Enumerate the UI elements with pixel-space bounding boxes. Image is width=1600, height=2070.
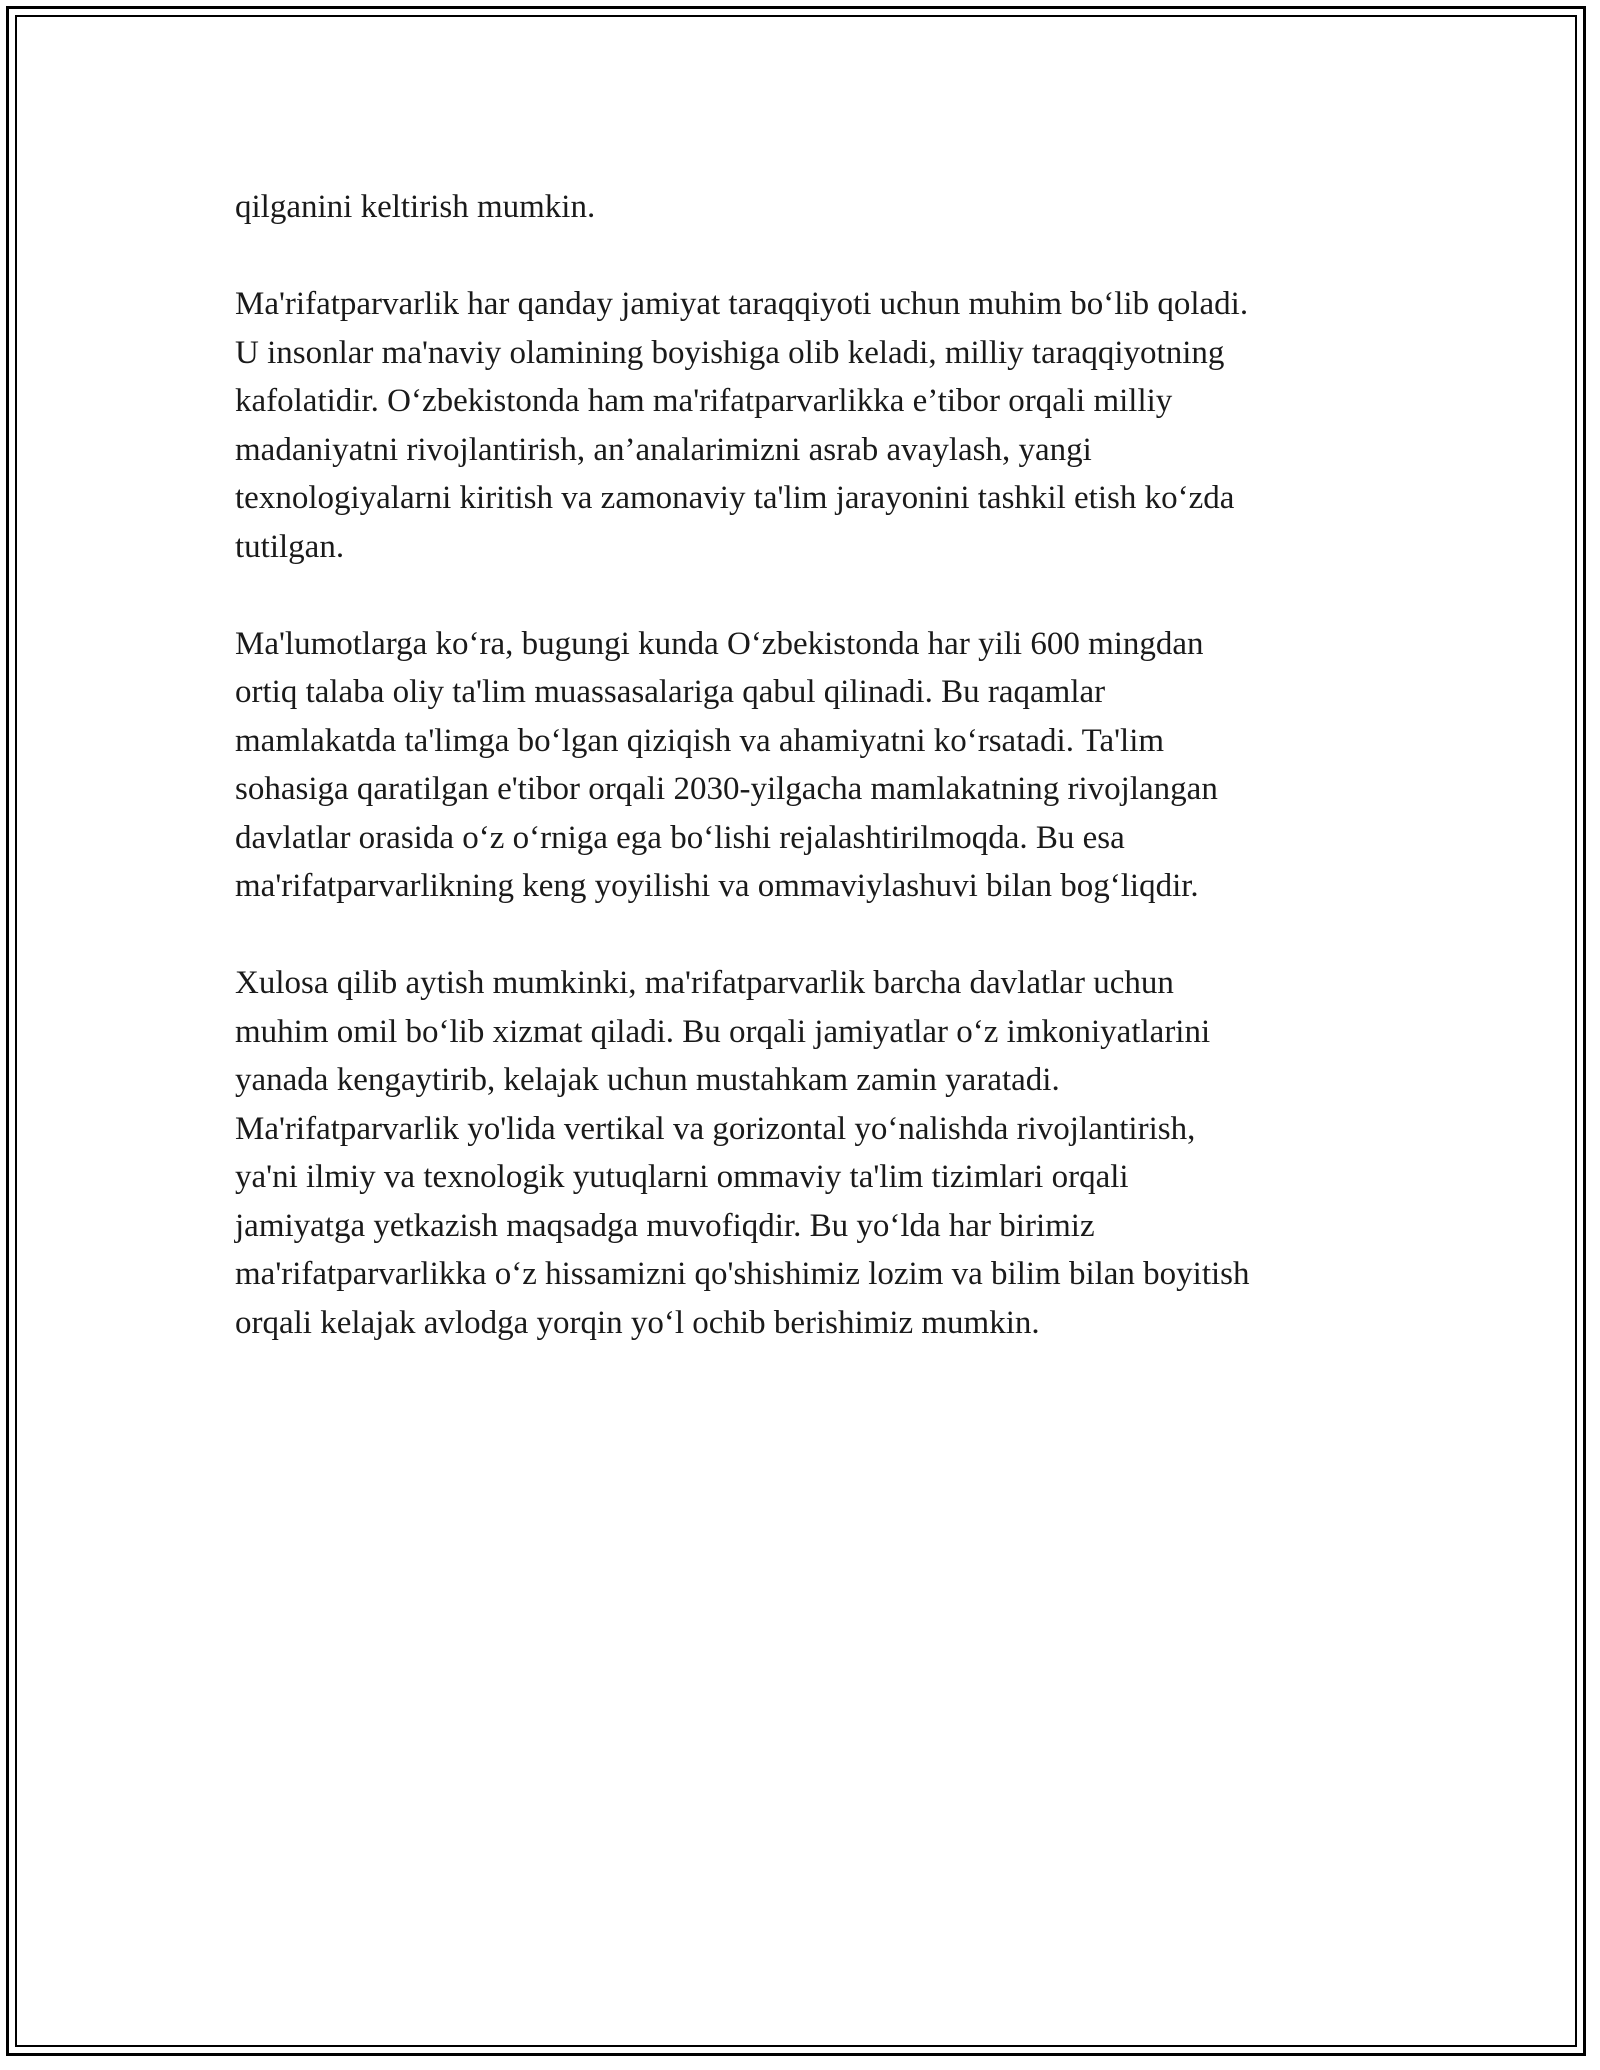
- paragraph: [235, 183, 1385, 232]
- text-line: Ma'lumotlarga koʻra, bugungi kunda Oʻzbekistonda har yili 600 mingdan: [235, 625, 1204, 662]
- text-line: muhim omil boʻlib xizmat qiladi. Bu orqali jamiyatlar oʻz imkoniyatlarini: [235, 1013, 1211, 1050]
- text-line: tutilgan.: [235, 528, 345, 565]
- text-line: ma'rifatparvarlikning keng yoyilishi va ommaviylashuvi bilan bogʻliqdir.: [235, 868, 1199, 904]
- document-body: [235, 183, 1385, 1347]
- text-line: yanada kengaytirib, kelajak uchun mustahkam zamin yaratadi.: [235, 1062, 1060, 1098]
- text-line: madaniyatni rivojlantirish, an’analarimizni asrab avaylash, yangi: [235, 431, 1092, 468]
- text-line: sohasiga qaratilgan e'tibor orqali 2030-yilgacha mamlakatning rivojlangan: [235, 771, 1218, 807]
- text-line: ya'ni ilmiy va texnologik yutuqlarni ommaviy ta'lim tizimlari orqali: [235, 1159, 1129, 1195]
- text-line: orqali kelajak avlodga yorqin yoʻl ochib berishimiz mumkin.: [235, 1304, 1040, 1341]
- paragraph: [235, 620, 1385, 911]
- paragraph: [235, 959, 1385, 1347]
- text-line: kafolatidir. Oʻzbekistonda ham ma'rifatparvarlikka e’tibor orqali milliy: [235, 383, 1173, 419]
- text-line: qilganini keltirish mumkin.: [235, 189, 596, 225]
- text-line: mamlakatda ta'limga boʻlgan qiziqish va ahamiyatni koʻrsatadi. Ta'lim: [235, 722, 1165, 759]
- text-line: jamiyatga yetkazish maqsadga muvofiqdir. Bu yoʻlda har birimiz: [235, 1207, 1095, 1244]
- text-line: ma'rifatparvarlikka oʻz hissamizni qo'shishimiz lozim va bilim bilan boyitish: [235, 1256, 1250, 1292]
- text-line: Xulosa qilib aytish mumkinki, ma'rifatparvarlik barcha davlatlar uchun: [235, 965, 1174, 1001]
- text-line: U insonlar ma'naviy olamining boyishiga olib keladi, milliy taraqqiyotning: [235, 334, 1225, 371]
- text-line: texnologiyalarni kiritish va zamonaviy ta'lim jarayonini tashkil etish koʻzda: [235, 480, 1235, 516]
- text-line: Ma'rifatparvarlik yo'lida vertikal va gorizontal yoʻnalishda rivojlantirish,: [235, 1110, 1196, 1147]
- text-line: davlatlar orasida oʻz oʻrniga ega boʻlishi rejalashtirilmoqda. Bu esa: [235, 819, 1125, 856]
- paragraph: [235, 280, 1385, 571]
- text-line: Ma'rifatparvarlik har qanday jamiyat taraqqiyoti uchun muhim boʻlib qoladi.: [235, 286, 1249, 322]
- text-line: ortiq talaba oliy ta'lim muassasalariga qabul qilinadi. Bu raqamlar: [235, 674, 1106, 710]
